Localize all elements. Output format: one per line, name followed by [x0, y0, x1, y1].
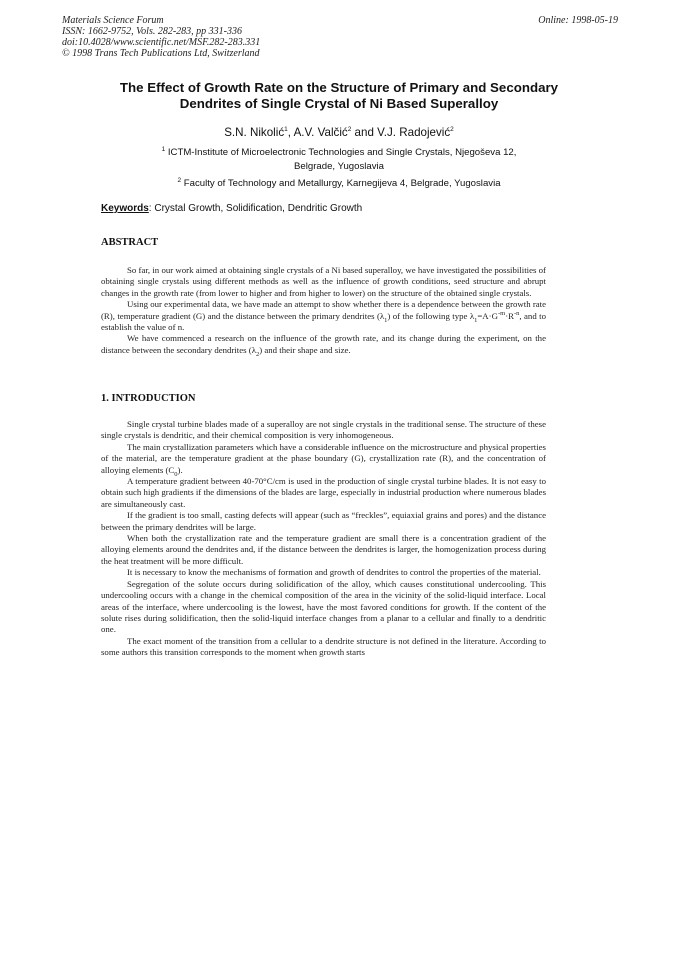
author-name: S.N. Nikolić	[224, 126, 285, 139]
intro-paragraph: Single crystal turbine blades made of a superalloy are not single crystals in the traditional sense. The structure of these single crystals is dendritic, and their chemical composition is very inhomogeneous.	[101, 419, 546, 441]
affiliation-mark: 2	[177, 176, 182, 184]
abstract-paragraph: Using our experimental data, we have made an attempt to show whether there is a dependence between the growth rate (R), temperature gradient (G) and the distance between the primary dendrites $(\lambda_1)$ of the following type $\lambda_1=A\cdot G^{-m}\cdot R^{-n}$, and to establish the value of n.	[101, 299, 546, 333]
keywords-line	[101, 203, 362, 214]
journal-issn: ISSN: 1662-9752, Vols. 282-283, pp 331-336	[62, 26, 242, 37]
intro-paragraph: Segregation of the solute occurs during solidification of the alloy, which causes constitutional undercooling. This undercooling occurs with a change in the chemical composition of the area in the vicinity of the solid-liquid interface. Local areas of the interface, where undercooling is the lowest, have the most favored conditions for growth. If the content of the solute rises during solidification, then the solid-liquid interface changes from a planar to a cellular and finally to a dendritic one.	[101, 578, 546, 635]
abstract-body	[101, 265, 546, 356]
title-line-2: Dendrites of Single Crystal of Ni Based Superalloy	[179, 96, 499, 111]
journal-doi: doi:10.4028/www.scientific.net/MSF.282-283.331	[62, 37, 261, 48]
affiliation-1	[100, 146, 578, 174]
affiliation-2	[100, 177, 578, 191]
keywords-text: : Crystal Growth, Solidification, Dendritic Growth	[148, 203, 363, 214]
title-line-1: The Effect of Growth Rate on the Structure of Primary and Secondary	[119, 80, 559, 95]
intro-paragraph: The exact moment of the transition from a cellular to a dendrite structure is not defined in the literature. According to some authors this transition corresponds to the moment when growth starts	[101, 635, 546, 658]
intro-paragraph: A temperature gradient between 40-70°C/cm is used in the production of single crystal turbine blades. It is not easy to obtain such high gradients if the dimensions of the blades are large, especially in industrial production where numerous blades are simultaneously cast.	[101, 476, 546, 509]
author-separator: and	[351, 126, 378, 139]
affiliation-text: Faculty of Technology and Metallurgy, Karnegijeva 4, Belgrade, Yugoslavia	[183, 178, 501, 189]
online-date: Online: 1998-05-19	[538, 15, 618, 26]
author-separator: ,	[287, 126, 294, 139]
paper-title	[60, 80, 618, 112]
abstract-paragraph: We have commenced a research on the influence of the growth rate, and its change during the experiment, on the distance between the secondary dendrites $(\lambda_2)$ and their shape and size.	[101, 333, 546, 358]
affiliation-text: Belgrade, Yugoslavia	[294, 161, 384, 172]
abstract-heading: ABSTRACT	[101, 237, 159, 248]
journal-copyright: © 1998 Trans Tech Publications Ltd, Switzerland	[62, 48, 260, 59]
journal-name: Materials Science Forum	[62, 15, 164, 26]
affiliation-mark: 1	[161, 145, 166, 153]
author-affil-mark: 1	[284, 126, 288, 134]
intro-paragraph: When both the crystallization rate and the temperature gradient are small there is a concentration gradient of the alloying elements around the dendrites and, if the distance between the dendrites is larger, the homogenization process during the heat treatment will be more difficult.	[101, 533, 546, 566]
introduction-heading: 1. INTRODUCTION	[101, 393, 196, 404]
intro-paragraph: If the gradient is too small, casting defects will appear (such as “freckles”, equiaxial grains and pores) and the distance between the primary dendrites will be large.	[101, 510, 546, 532]
keywords-label: Keywords	[101, 203, 149, 214]
author-affil-mark: 2	[450, 126, 454, 134]
author-name: V.J. Radojević	[377, 126, 451, 139]
intro-paragraph: It is necessary to know the mechanisms of formation and growth of dendrites to control the properties of the material.	[127, 567, 541, 578]
author-affil-mark: 2	[347, 126, 352, 134]
affiliation-text: ICTM-Institute of Microelectronic Technologies and Single Crystals, Njegoševa 12,	[167, 147, 517, 158]
introduction-body	[101, 419, 546, 659]
author-list	[60, 126, 618, 139]
abstract-paragraph: So far, in our work aimed at obtaining single crystals of a Ni based superalloy, we have investigated the possibilities of obtaining single crystals using different methods as well as the influence of growth conditions, seed structure and abrupt changes in the growth rate (from lower to higher and from higher to lower) on the structure of the obtained single crystals.	[101, 265, 546, 298]
intro-paragraph: The main crystallization parameters which have a considerable influence on the microstructure and physical properties of the material, are the temperature gradient at the phase boundary (G), crystallization rate (R), and the concentration of alloying elements $(C_0)$.	[101, 441, 546, 478]
author-name: A.V. Valčić	[293, 126, 348, 139]
journal-header	[62, 15, 260, 59]
